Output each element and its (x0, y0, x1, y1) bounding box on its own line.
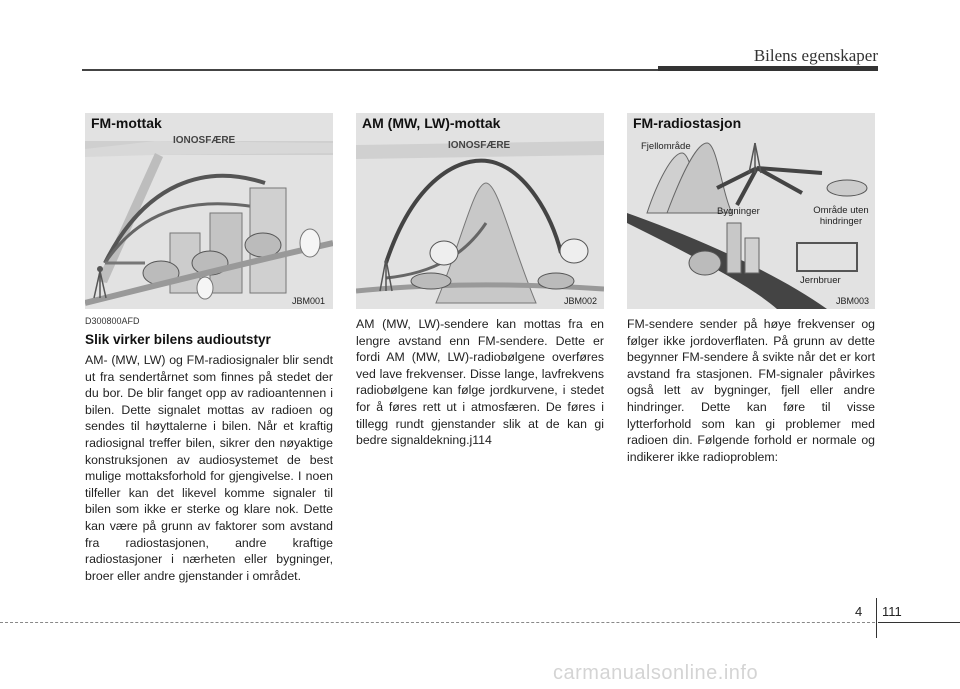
footer-rule-right (878, 622, 960, 623)
bridges-label: Jernbruer (800, 275, 841, 286)
mountains-label: Fjellområde (641, 141, 691, 152)
figure-title: AM (MW, LW)-mottak (362, 115, 501, 131)
section-heading: Slik virker bilens audioutstyr (85, 332, 271, 347)
figure-fm-reception (85, 113, 333, 309)
document-code: D300800AFD (85, 316, 140, 326)
column-1 (85, 352, 333, 584)
figure-code: JBM001 (292, 296, 326, 306)
watermark: carmanualsonline.info (553, 662, 759, 684)
figure-fm-station (627, 113, 875, 309)
paragraph: AM- (MW, LW) og FM-radiosignaler blir sendt ut fra sendertårnet som finnes på stedet der du bor. De blir fanget opp av radioantennen i bilen. Dette signalet mottas av radioen og sendes til høyttalerne i bilen. Når et kraftig radiosignal treffer bilen, sikrer den nøyaktige konstruksjonen av audiosystemet de best mulige mottaksforhold for gjengivelse. I noen tilfeller kan det likevel komme signaler til bilen som ikke er sterke og klare nok. Dette kan være på grunn av faktorer som avstand fra radiostasjonen, andre kraftige radiostasjoner i nærheten eller bygninger, broer eller andre gjenstander i området. (85, 353, 333, 583)
page-number: 111 (882, 604, 902, 619)
footer-rule (0, 622, 875, 623)
footer-divider (876, 598, 877, 638)
chapter-number: 4 (855, 604, 863, 619)
header-rule-accent (658, 66, 878, 71)
paragraph: AM (MW, LW)-sendere kan mottas fra en lengre avstand enn FM-sendere. Dette er fordi AM (MW, LW)-radiobølgene overføres ved lave frekvenser. Disse lange, lavfrekvens radiobølgene kan følge jordkurvene, i stedet for å føres rett ut i atmosfæren. De føres i tillegg rundt gjenstander slik at de kan gi bedre signaldekning.j114 (356, 317, 604, 448)
header-title: Bilens egenskaper (753, 46, 878, 65)
figure-title: FM-mottak (91, 115, 162, 131)
open-area-label: Område uten hindringer (813, 205, 869, 227)
figure-code: JBM003 (836, 296, 870, 306)
figure-title: FM-radiostasjon (633, 115, 742, 131)
column-2 (356, 316, 604, 449)
ionosphere-label: IONOSFÆRE (448, 140, 511, 151)
paragraph: FM-sendere sender på høye frekvenser og følger ikke jordoverflaten. På grunn av dette begynner FM-sendere å svikte når det er kort avstand fra stasjonen. FM-signaler påvirkes også lett av bygninger, fjell eller andre hindringer. Dette kan føre til visse lytterforhold som kan gi problemer med radioen din. Følgende forhold er normale og indikerer ikke radioproblem: (627, 317, 875, 464)
column-3 (627, 316, 875, 465)
buildings-label: Bygninger (717, 206, 760, 217)
figure-am-reception (356, 113, 604, 309)
ionosphere-label: IONOSFÆRE (173, 135, 236, 146)
figure-code: JBM002 (564, 296, 598, 306)
